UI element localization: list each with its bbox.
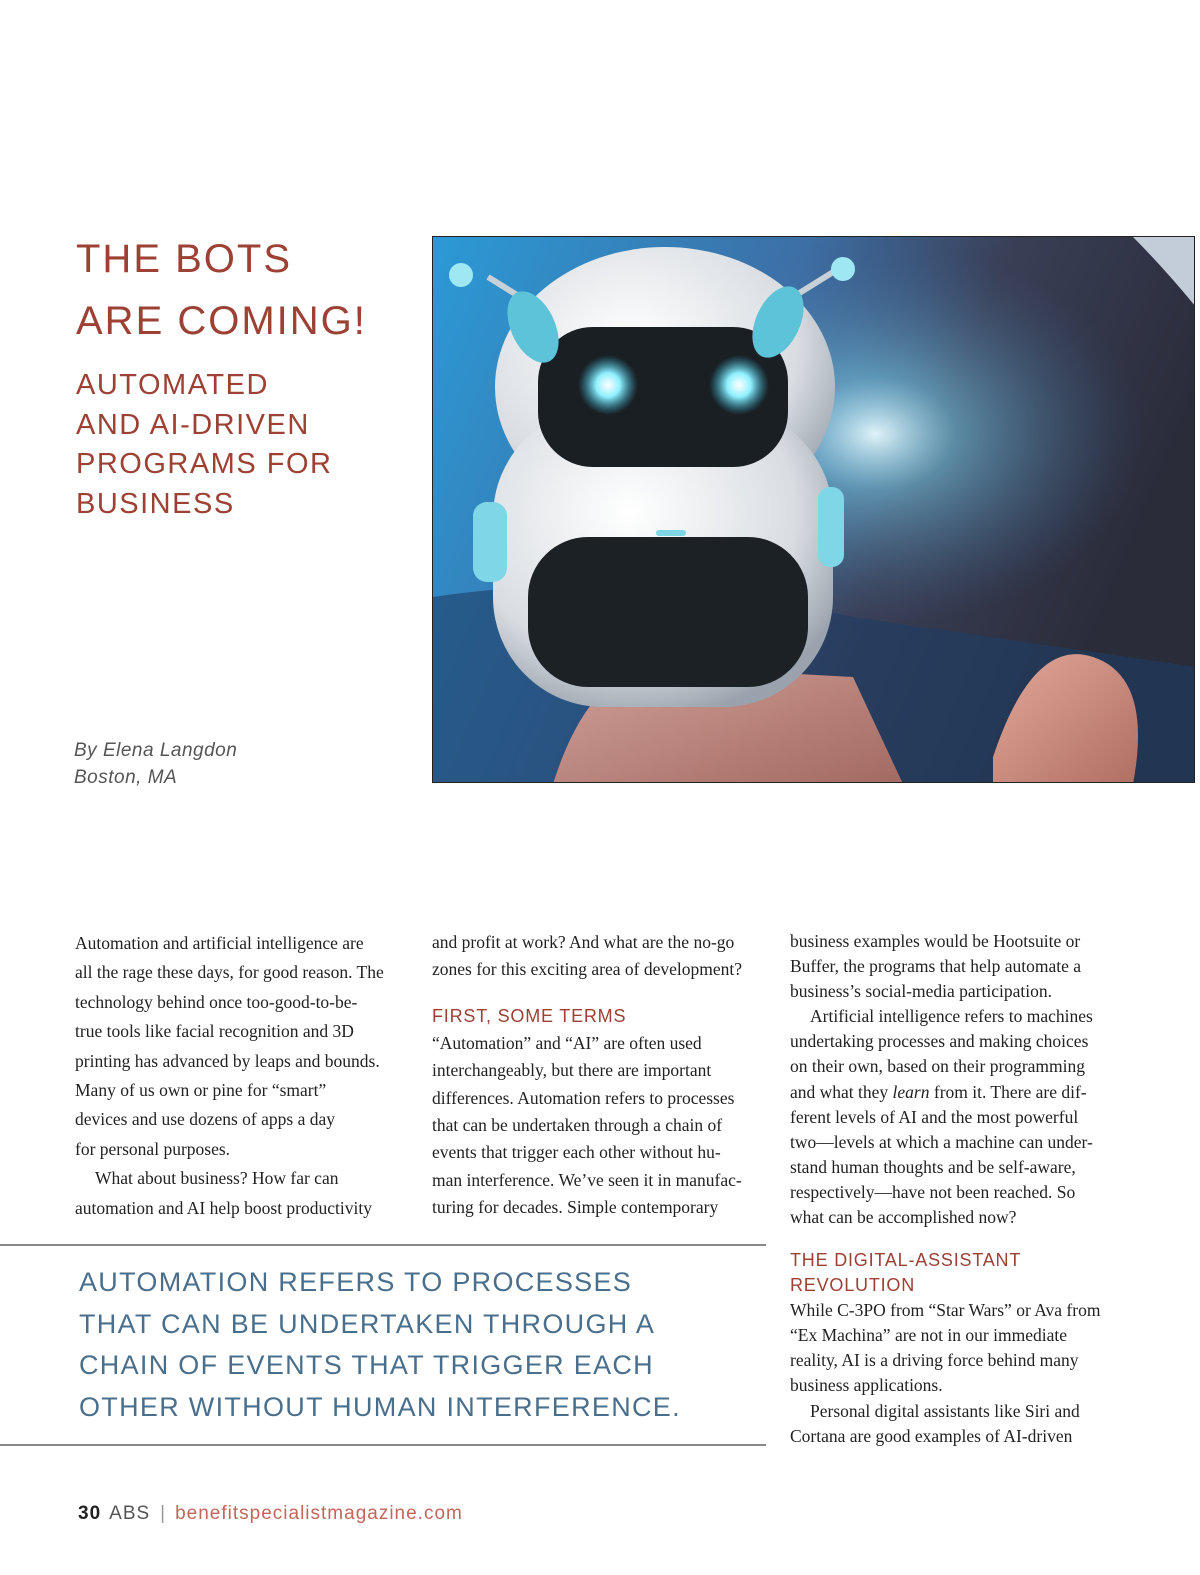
page-footer <box>78 1503 463 1525</box>
page-number: 30 <box>78 1503 102 1524</box>
text-fragment: and what they <box>790 1081 893 1102</box>
paragraph <box>432 929 762 984</box>
subtitle-line: AND AI-DRIVEN <box>76 408 310 441</box>
text-line: stand human thoughts and be self-aware, <box>790 1156 1076 1177</box>
emphasis-learn: learn <box>892 1081 930 1102</box>
text-line: respectively—have not been reached. So <box>790 1181 1076 1202</box>
text-line: What about business? How far can <box>95 1168 339 1189</box>
text-line: two—levels at which a machine can under- <box>790 1131 1093 1152</box>
body-column-3 <box>790 929 1124 1449</box>
subtitle-line: BUSINESS <box>76 487 235 520</box>
paragraph <box>790 1399 1124 1449</box>
pullquote-bottom-rule <box>0 1444 766 1446</box>
heading-line: THE DIGITAL-ASSISTANT <box>790 1250 1022 1271</box>
text-line: devices and use dozens of apps a day <box>75 1109 335 1130</box>
paragraph <box>75 1164 407 1223</box>
text-line: on their own, based on their programming <box>790 1056 1086 1077</box>
text-line: zones for this exciting area of development? <box>432 959 743 980</box>
text-line: turing for decades. Simple contemporary <box>432 1197 719 1218</box>
text-line: automation and AI help boost productivity <box>75 1197 372 1218</box>
text-line: events that trigger each other without hu- <box>432 1142 721 1163</box>
title-line: ARE COMING! <box>76 299 367 343</box>
text-fragment: from it. There are dif- <box>929 1081 1087 1102</box>
pullquote-line: OTHER WITHOUT HUMAN INTERFERENCE. <box>79 1391 681 1422</box>
text-line: man interference. We’ve seen it in manufac- <box>432 1169 742 1190</box>
text-line: undertaking processes and making choices <box>790 1031 1089 1052</box>
text-line: differences. Automation refers to processes <box>432 1087 735 1108</box>
text-line: Many of us own or pine for “smart” <box>75 1080 327 1101</box>
author-location: Boston, MA <box>74 767 178 788</box>
paragraph <box>75 929 407 1164</box>
body-column-2 <box>432 929 762 1222</box>
text-line: printing has advanced by leaps and bounds. <box>75 1050 380 1071</box>
text-line: reality, AI is a driving force behind many <box>790 1350 1079 1371</box>
title-line: THE BOTS <box>76 237 293 281</box>
article-title <box>76 228 416 352</box>
text-line: While C-3PO from “Star Wars” or Ava from <box>790 1300 1101 1321</box>
website-link[interactable]: benefitspecialistmagazine.com <box>175 1503 463 1524</box>
paragraph <box>790 1298 1124 1398</box>
article-subtitle <box>76 366 406 524</box>
footer-separator: | <box>160 1503 166 1524</box>
pullquote-top-rule <box>0 1244 766 1246</box>
text-line: “Ex Machina” are not in our immediate <box>790 1325 1067 1346</box>
body-column-1 <box>75 929 407 1223</box>
heading-line: REVOLUTION <box>790 1275 916 1296</box>
paragraph <box>790 1004 1124 1230</box>
text-line: “Automation” and “AI” are often used <box>432 1032 702 1053</box>
subtitle-line: PROGRAMS FOR <box>76 448 333 480</box>
pullquote-line: THAT CAN BE UNDERTAKEN THROUGH A <box>79 1308 656 1339</box>
text-line <box>790 1082 1087 1102</box>
paragraph <box>790 929 1124 1004</box>
pullquote-line: CHAIN OF EVENTS THAT TRIGGER EACH <box>79 1350 654 1380</box>
text-line: and profit at work? And what are the no-go <box>432 932 735 952</box>
author-name: By Elena Langdon <box>74 740 238 761</box>
section-heading: FIRST, SOME TERMS <box>432 1005 627 1026</box>
text-line: that can be undertaken through a chain of <box>432 1115 723 1136</box>
text-line: Artificial intelligence refers to machines <box>810 1006 1093 1027</box>
text-line: for personal purposes. <box>75 1138 231 1159</box>
text-line: what can be accomplished now? <box>790 1207 1017 1228</box>
text-line: all the rage these days, for good reason. The <box>75 962 384 983</box>
text-line: true tools like facial recognition and 3D <box>75 1021 354 1042</box>
text-line: business applications. <box>790 1375 943 1396</box>
section-heading <box>790 1248 1124 1298</box>
text-line: Cortana are good examples of AI-driven <box>790 1425 1073 1446</box>
text-line: interchangeably, but there are important <box>432 1060 712 1081</box>
text-line: business’s social-media participation. <box>790 981 1052 1002</box>
pullquote-line: AUTOMATION REFERS TO PROCESSES <box>79 1267 633 1297</box>
robot-illustration <box>433 237 1195 783</box>
text-line: Buffer, the programs that help automate a <box>790 956 1082 977</box>
paragraph <box>432 1030 762 1222</box>
text-line: Automation and artificial intelligence are <box>75 933 364 953</box>
hero-image <box>432 236 1195 783</box>
text-line: ferent levels of AI and the most powerful <box>790 1106 1079 1127</box>
subtitle-line: AUTOMATED <box>76 369 269 401</box>
byline <box>74 737 237 791</box>
publication-name: ABS <box>109 1503 151 1524</box>
pullquote <box>79 1262 759 1428</box>
text-line: business examples would be Hootsuite or <box>790 931 1081 951</box>
text-line: technology behind once too-good-to-be- <box>75 991 358 1012</box>
text-line: Personal digital assistants like Siri and <box>810 1400 1080 1421</box>
